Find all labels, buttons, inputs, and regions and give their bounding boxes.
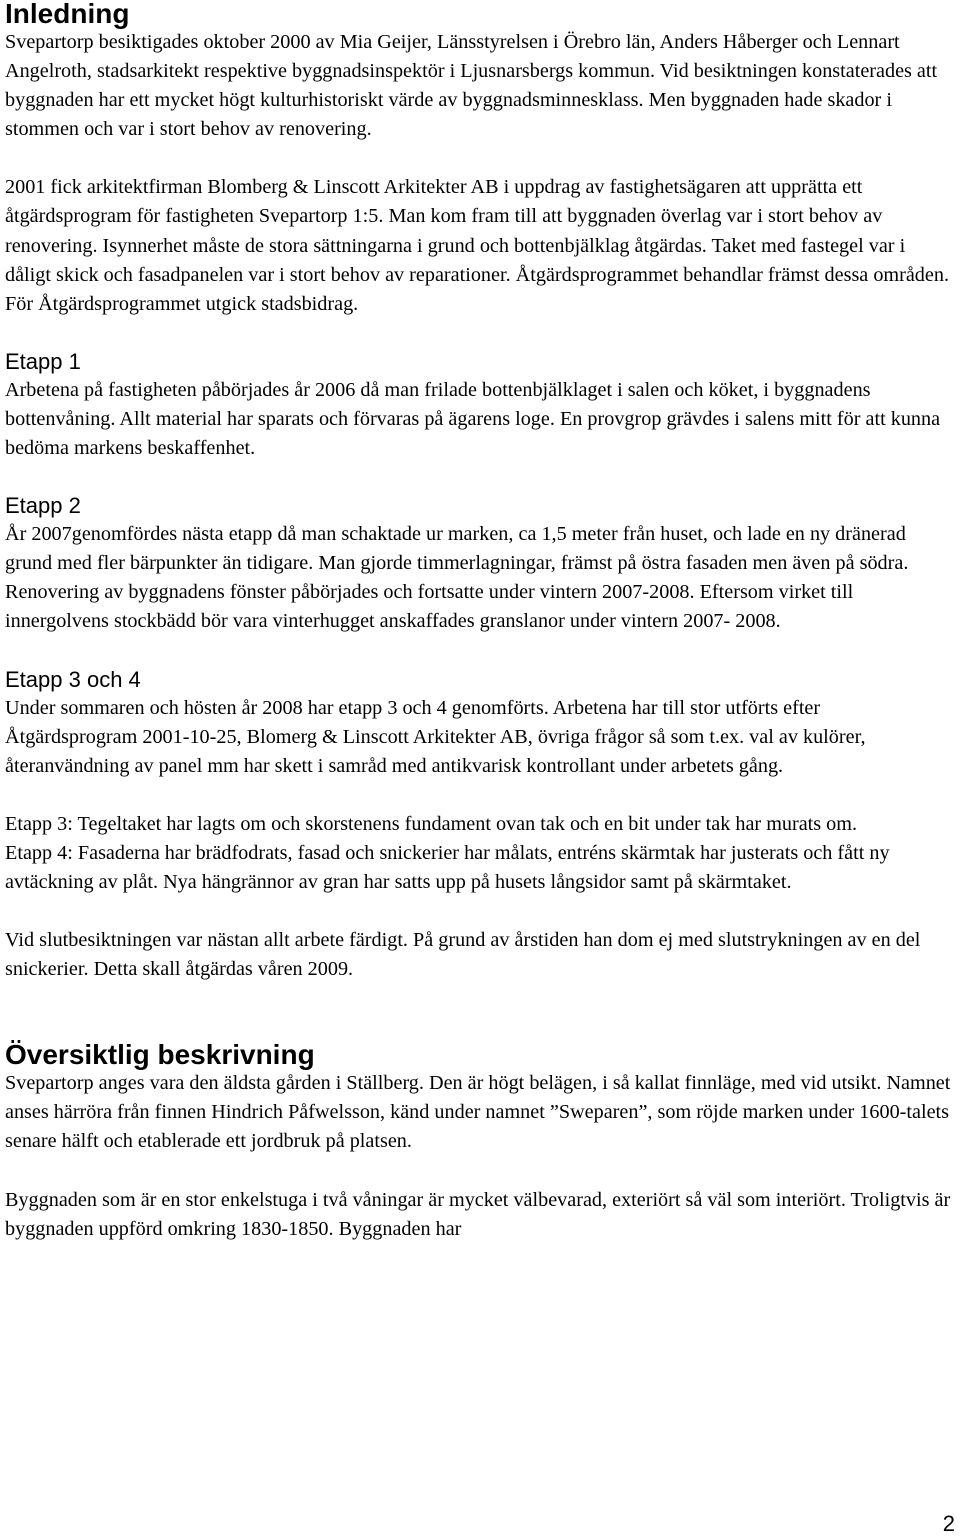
paragraph-spacer [5,897,955,926]
paragraph-spacer [5,781,955,810]
heading-etapp-2: Etapp 2 [5,493,81,519]
paragraph-inledning-1: Svepartorp besiktigades oktober 2000 av Mia Geijer, Länsstyrelsen i Örebro län, Anders Håberger och Lennart Angelroth, stadsarkitekt respektive byggnadsinspektör i Ljusnarsbergs kommun. Vid besiktningen konstaterades att byggnaden har ett mycket högt kulturhistoriskt värde av byggnadsminnesklass. Men byggnaden hade skador i stommen och var i stort behov av renovering. [5,31,938,141]
paragraph-inledning-2: 2001 fick arkitektfirman Blomberg & Linscott Arkitekter AB i uppdrag av fastighetsägaren att upprätta ett åtgärdsprogram för fastigheten Svepartorp 1:5. Man kom fram till att byggnaden överlag var i stort behov av renovering. Isynnerhet måste de stora sättningarna i grund och bottenbjälklag åtgärdas. Taket med fastegel var i dåligt skick och fasadpanelen var i stort behov av reparationer. Åtgärdsprogrammet behandlar främst dessa områden. För Åtgärdsprogrammet utgick stadsbidrag. [5,176,949,315]
heading-etapp-1: Etapp 1 [5,348,81,374]
paragraph-spacer [5,463,955,492]
paragraph-etapp-3: Etapp 3: Tegeltaket har lagts om och skorstenens fundament ovan tak och en bit under tak har murats om. [5,812,858,835]
paragraph-etapp-1: Arbetena på fastigheten påbörjades år 2006 då man frilade bottenbjälklaget i salen och köket, i byggnadens bottenvåning. Allt material har sparats och förvaras på ägarens loge. En provgrop grävdes i salens mitt för att kunna bedöma markens beskaffenhet. [5,378,941,460]
heading-inledning: Inledning [5,0,130,29]
page-number: 2 [942,1511,955,1536]
heading-oversiktlig-beskrivning: Översiktlig beskrivning [5,1039,315,1071]
paragraph-spacer [5,144,955,173]
paragraph-etapp-3-och-4: Under sommaren och hösten år 2008 har etapp 3 och 4 genomförts. Arbetena har till stor utförts efter Åtgärdsprogram 2001-10-25, Blomerg & Linscott Arkitekter AB, övriga frågor så som t.ex. val av kulörer, återanvändning av panel mm har skett i samråd med antikvarisk kontrollant under arbetets gång. [5,696,866,777]
paragraph-spacer [5,637,955,666]
document-page [5,0,955,1244]
paragraph-oversiktlig-1: Svepartorp anges vara den äldsta gården i Ställberg. Den är högt belägen, i så kallat finnläge, med vid utsikt. Namnet anses härröra från finnen Hindrich Påfwelsson, känd under namnet ”Sweparen”, som röjde marken under 1600-talets senare hälft och etablerade ett jordbruk på platsen. [5,1072,951,1153]
paragraph-oversiktlig-2: Byggnaden som är en stor enkelstuga i två våningar är mycket välbevarad, exteriört så väl som interiört. Troligtvis är byggnaden uppförd omkring 1830-1850. Byggnaden har [5,1188,951,1240]
paragraph-etapp-2: År 2007genomfördes nästa etapp då man schaktade ur marken, ca 1,5 meter från huset, och lade en ny dränerad grund med fler bärpunkter än tidigare. Man gjorde timmerlagningar, främst på östra fasaden men även på södra. Renovering av byggnadens fönster påbörjades och fortsatte under vintern 2007-2008. Eftersom virket till innergolvens stockbädd bör vara vinterhugget anskaffades granslanor under vintern 2007- 2008. [5,523,909,633]
paragraph-slutbesiktning: Vid slutbesiktningen var nästan allt arbete färdigt. På grund av årstiden han dom ej med slutstrykningen av en del snickerier. Detta skall åtgärdas våren 2009. [5,929,921,981]
paragraph-etapp-4: Etapp 4: Fasaderna har brädfodrats, fasad och snickerier har målats, entréns skärmtak har justerats och fått ny avtäckning av plåt. Nya hängrännor av gran har satts upp på husets långsidor samt på skärmtaket. [5,841,890,893]
paragraph-spacer [5,319,955,348]
heading-etapp-3-och-4: Etapp 3 och 4 [5,666,141,692]
paragraph-spacer [5,1157,955,1186]
